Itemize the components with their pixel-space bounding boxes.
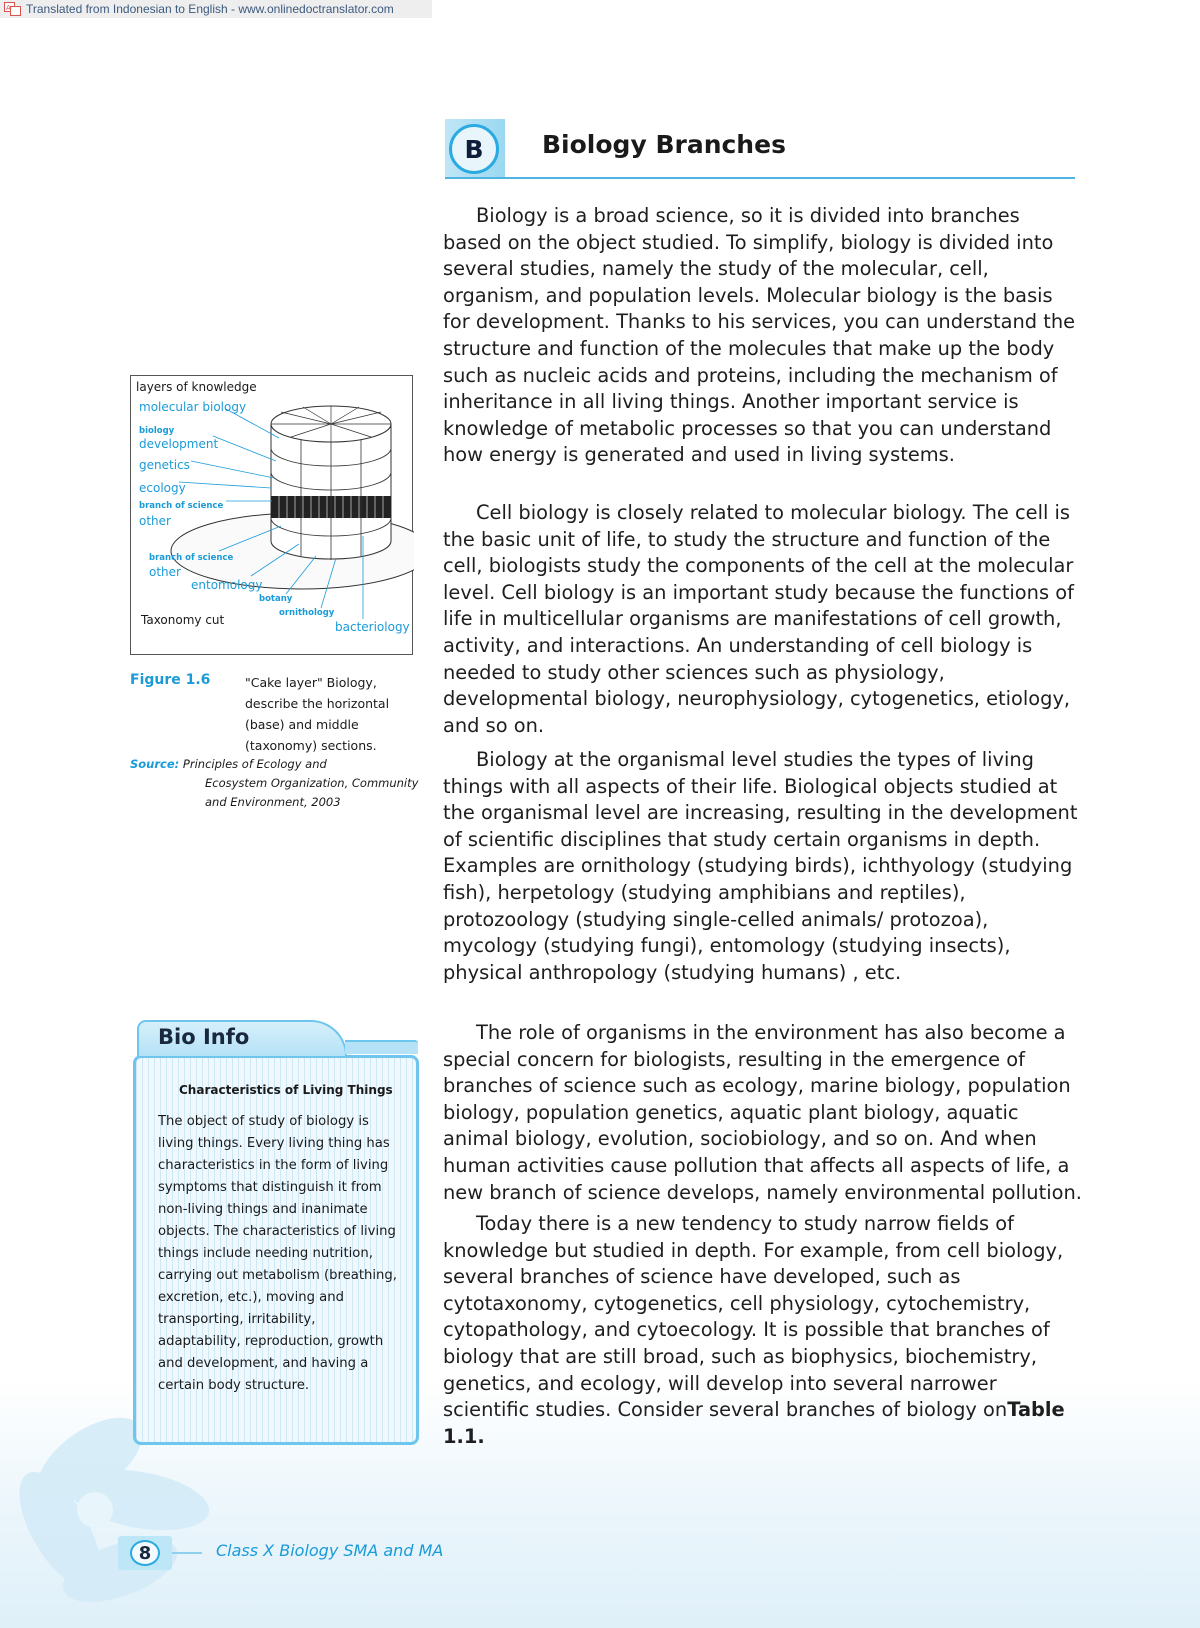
label-other-bottom: other — [149, 565, 181, 579]
section-badge — [445, 119, 505, 179]
figure-caption: "Cake layer" Biology, describe the horizontal (base) and middle (taxonomy) sections. — [245, 675, 390, 753]
bio-info-heading: Bio Info — [158, 1025, 250, 1049]
label-branch-top: branch of science — [139, 501, 224, 511]
label-genetics: genetics — [139, 458, 190, 472]
label-biology: biology — [139, 426, 175, 436]
translate-logo-icon — [4, 2, 22, 16]
bio-info-ribbon — [345, 1040, 418, 1054]
bio-info-text: The object of study of biology is living things. Every living thing has characteristics in the form of living symptoms that distinguish it from non-living things and inanimate objects. The characteristics of living things include needing nutrition, carrying out metabolism (breathing, excretion, etc.), moving and transporting, irritability, adaptability, reproduction, growth and development, and having a certain body structure. — [158, 1114, 397, 1393]
svg-text:A: A — [6, 4, 11, 12]
source-label: Source: — [130, 757, 180, 771]
page-number: 8 — [130, 1540, 160, 1566]
bio-info-title: Characteristics of Living Things — [179, 1083, 393, 1097]
label-development: development — [139, 437, 219, 451]
section-rule — [445, 177, 1075, 179]
section-letter: B — [449, 124, 499, 174]
footer-book-title: Class X Biology SMA and MA — [216, 1541, 444, 1560]
label-taxonomy-cut: Taxonomy cut — [141, 613, 225, 627]
paragraph-3: Biology at the organismal level studies the types of living things with all aspects of their life. Biological objects studied at the organismal level are increasing, resulting in the development of scientific disciplines that study certain organisms in depth. Examples are ornithology (studying birds), ichthyology (studying fish), herpetology (studying amphibians and reptiles), protozoology (studying single-celled animals/ protozoa), mycology (studying fungi), entomology (studying insects), physical anthropology (studying humans) , etc. — [443, 748, 1078, 984]
figure-number: Figure 1.6 — [130, 672, 211, 688]
paragraph-4: The role of organisms in the environment has also become a special concern for biologists, resulting in the emergence of branches of science such as ecology, marine biology, population biology, population genetics, aquatic plant biology, aquatic animal biology, evolution, sociobiology, and so on. And when human activities cause pollution that affects all aspects of life, a new branch of science develops, namely environmental pollution. — [443, 1021, 1082, 1204]
label-layers-of-knowledge: layers of knowledge — [136, 380, 257, 394]
figure-cake-layer — [130, 375, 413, 655]
section-title: Biology Branches — [542, 130, 786, 159]
label-other-top: other — [139, 514, 171, 528]
banner-text: Translated from Indonesian to English - www.onlinedoctranslator.com — [26, 2, 394, 16]
label-molecular-biology: molecular biology — [139, 400, 247, 414]
label-branch-bottom: branch of science — [149, 553, 234, 563]
figure-source — [130, 755, 420, 812]
paragraph-2: Cell biology is closely related to molecular biology. The cell is the basic unit of life, to study the structure and function of the cell, biologists study the components of the cell at the molecular level. Cell biology is an important study because the functions of life in multicellular organisms are manifestations of cell growth, activity, and interactions. An understanding of cell biology is needed to study other sciences such as physiology, developmental biology, neurophysiology, cytogenetics, etiology, and so on. — [443, 501, 1074, 737]
source-title: Principles of Ecology and — [182, 757, 327, 771]
label-ornithology: ornithology — [279, 608, 335, 618]
label-entomology: entomology — [191, 578, 263, 592]
source-rest: Ecosystem Organization, Community and Environment, 2003 — [205, 776, 419, 809]
label-ecology: ecology — [139, 481, 186, 495]
footer-rule — [172, 1552, 202, 1554]
paragraph-1: Biology is a broad science, so it is divided into branches based on the object studied. To simplify, biology is divided into several studies, namely the study of the molecular, cell, organism, and population levels. Molecular biology is the basis for development. Thanks to his services, you can understand the structure and function of the molecules that make up the body such as nucleic acids and proteins, including the mechanism of inheritance in all living things. Another important service is knowledge of metabolic processes so that you can understand how energy is generated and used in living systems. — [443, 204, 1076, 467]
label-bacteriology: bacteriology — [335, 620, 410, 634]
page-number-box — [118, 1536, 172, 1570]
table-reference: Table 1.1. — [443, 1398, 1065, 1448]
label-botany: botany — [259, 594, 293, 604]
paragraph-5: Today there is a new tendency to study narrow fields of knowledge but studied in depth. For example, from cell biology, several branches of science have developed, such as cytotaxonomy, cytogenetics, cell physiology, cytochemistry, cytopathology, and cytoecology. It is possible that branches of biology that are still broad, such as biophysics, biochemistry, genetics, and ecology, will develop into several narrower scientific studies. Consider several branches of biology onTable 1.1. — [443, 1212, 1065, 1448]
translation-banner[interactable] — [0, 0, 432, 18]
